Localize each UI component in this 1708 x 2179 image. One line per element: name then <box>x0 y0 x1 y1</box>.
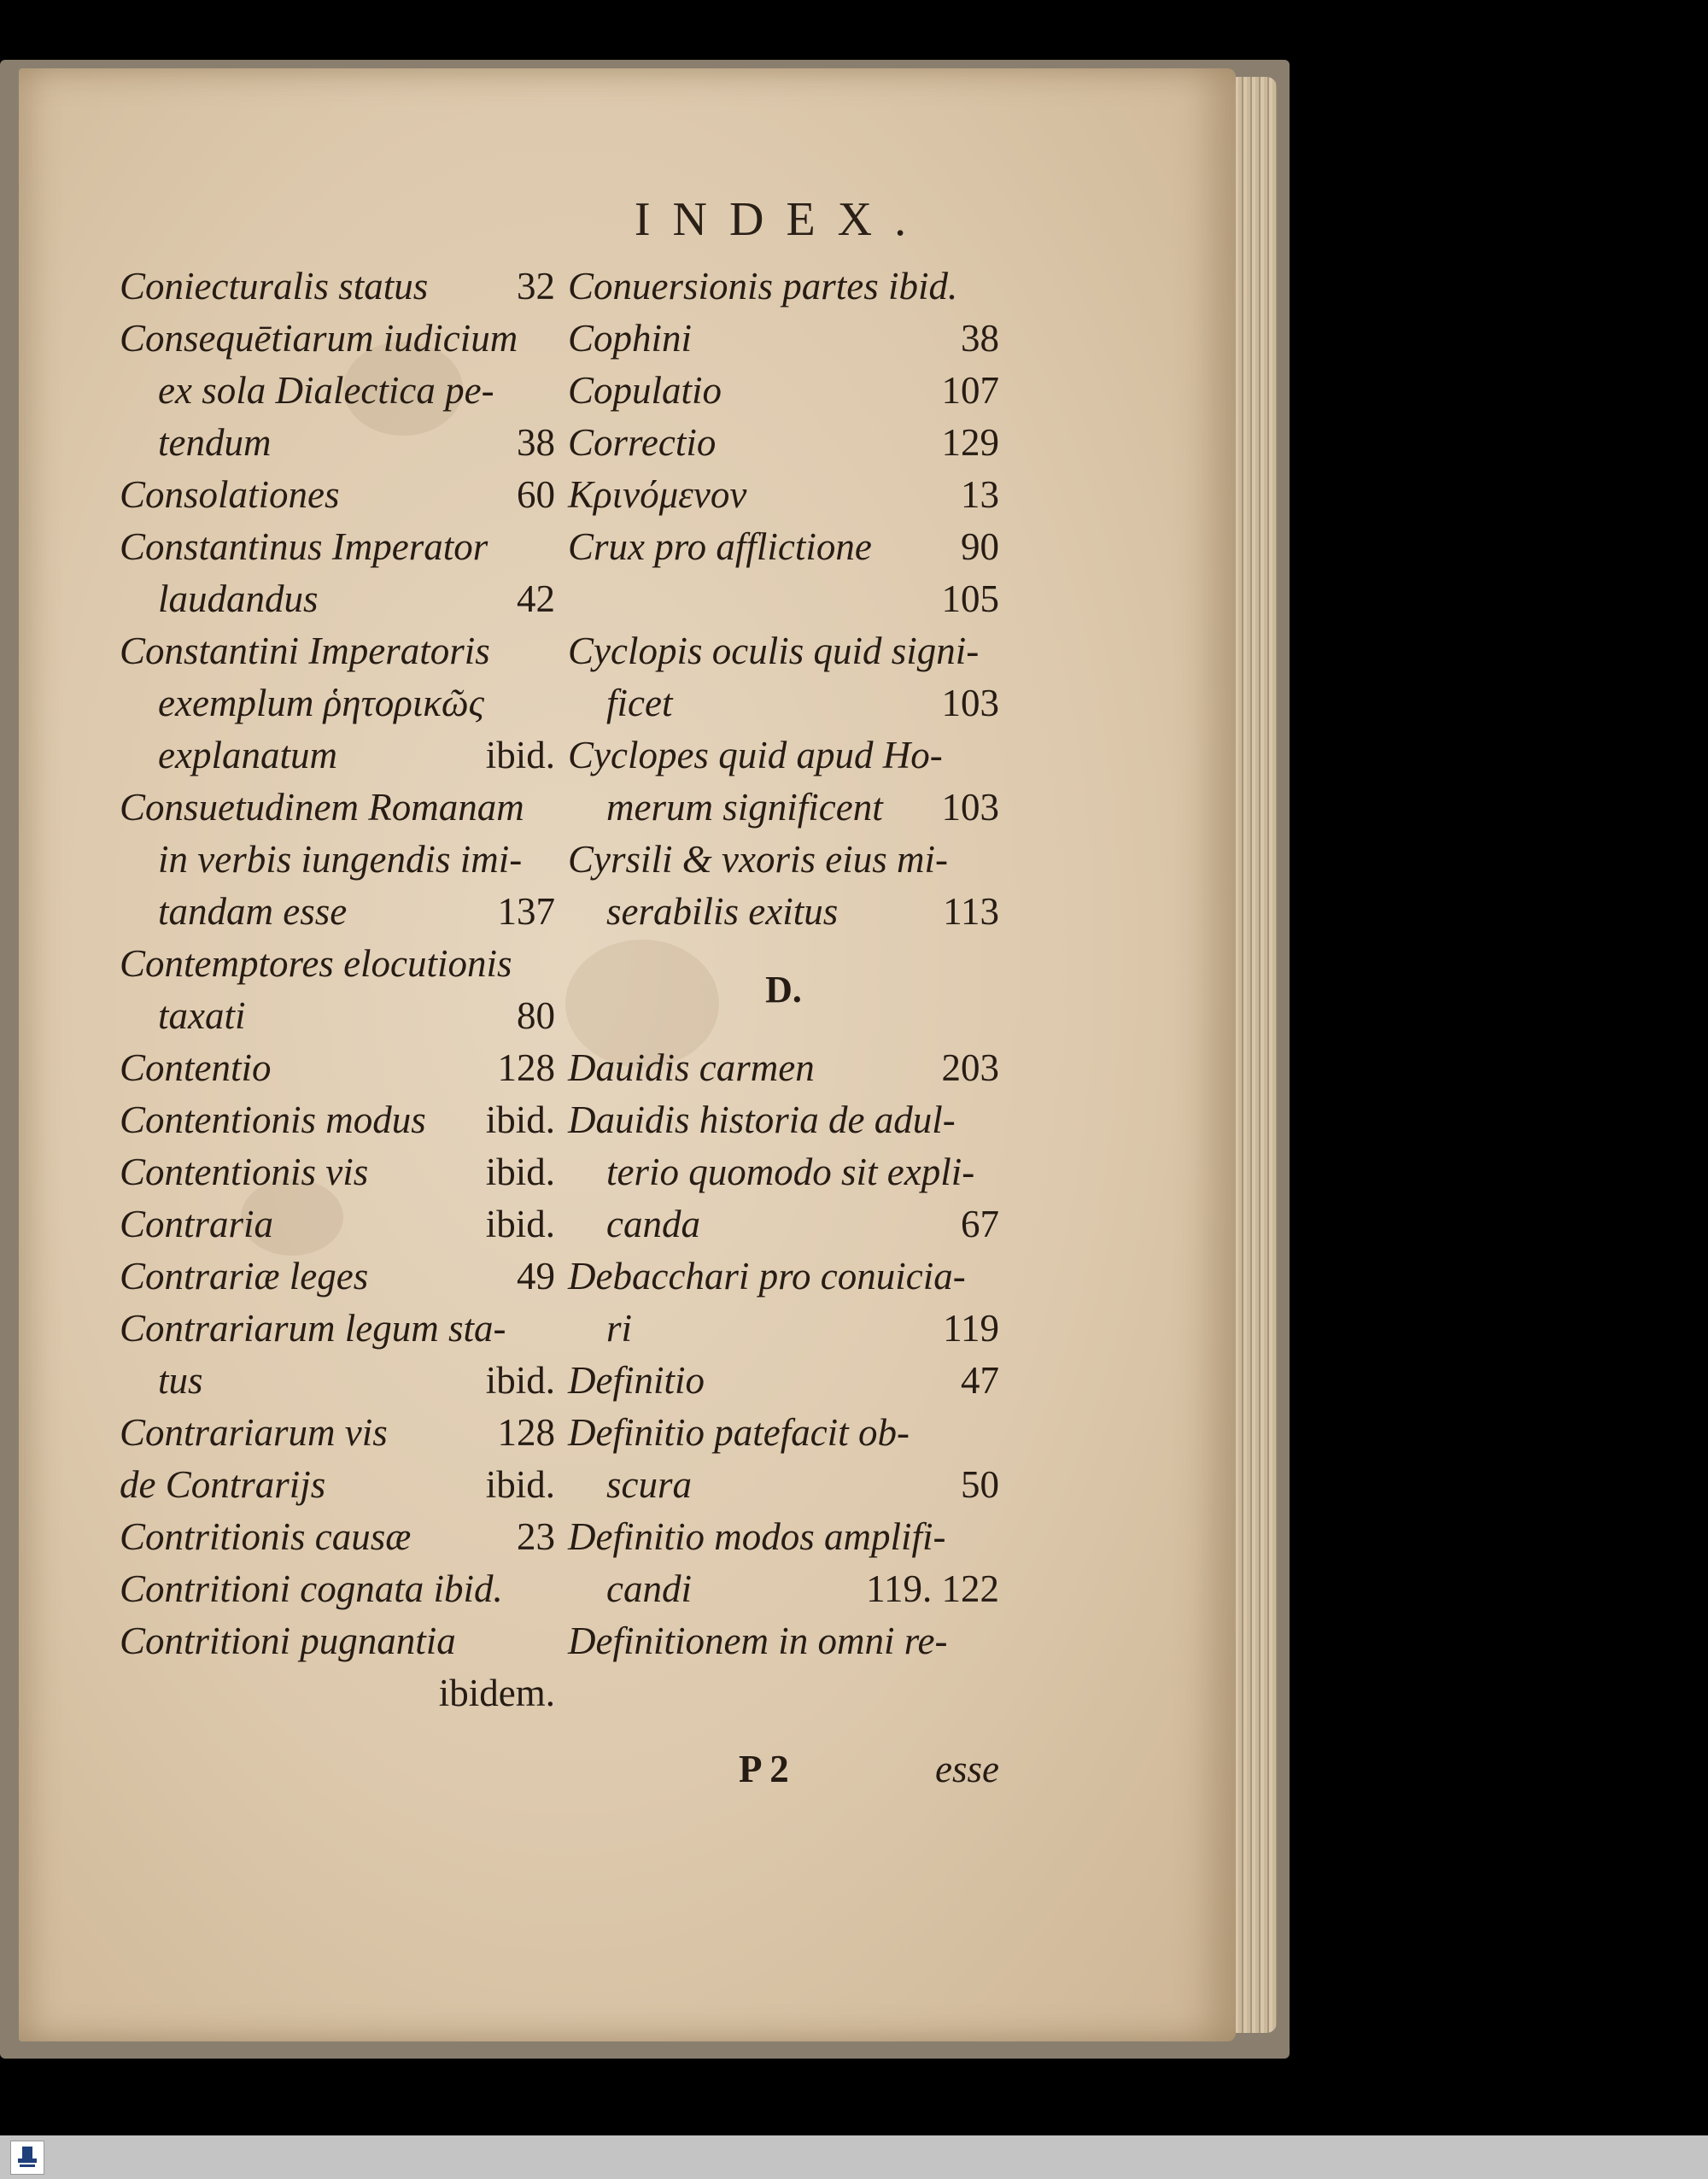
index-entry <box>120 1146 555 1198</box>
entry-page-number: 80 <box>517 994 555 1037</box>
entry-text: Coniecturalis status <box>120 265 429 308</box>
entry-text: Consolationes <box>120 473 340 516</box>
entry-page-number: 119 <box>943 1307 999 1350</box>
index-entry <box>120 573 555 625</box>
entry-page-number: 13 <box>961 473 999 516</box>
entry-text: Consuetudinem Romanam <box>120 786 524 829</box>
entry-page-number: ibid. <box>485 1151 555 1193</box>
index-entry <box>568 521 999 573</box>
entry-text: Contritioni pugnantia <box>120 1620 456 1662</box>
index-entry <box>120 729 555 782</box>
entry-page-number: 50 <box>961 1463 999 1506</box>
index-entry <box>120 938 555 990</box>
entry-text: Debacchari pro conuicia- <box>568 1255 966 1297</box>
entry-page-number: 32 <box>517 265 555 308</box>
index-entry <box>568 1146 999 1198</box>
entry-text: Cyrsili & vxoris eius mi- <box>568 838 948 881</box>
index-entry <box>568 1355 999 1407</box>
index-entry <box>120 1459 555 1511</box>
entry-text: tus <box>158 1359 203 1402</box>
entry-text: Cyclopes quid apud Ho- <box>568 734 943 776</box>
index-entry <box>568 417 999 469</box>
entry-text: Definitionem in omni re- <box>568 1620 948 1662</box>
entry-text: scura <box>606 1463 692 1506</box>
entry-text: tendum <box>158 421 272 464</box>
entry-text: explanatum <box>158 734 337 776</box>
index-entry <box>120 313 555 365</box>
entry-page-number: 128 <box>497 1046 555 1089</box>
index-entry <box>568 886 999 938</box>
entry-page-number: 129 <box>941 421 999 464</box>
entry-page-number: 103 <box>941 682 999 724</box>
index-entries-d <box>568 1042 999 1667</box>
entry-text: exemplum ῥητορικῶς <box>158 682 484 724</box>
entry-text: laudandus <box>158 577 319 620</box>
index-entry <box>568 1251 999 1303</box>
index-entry <box>120 521 555 573</box>
index-entry <box>120 1094 555 1146</box>
index-entry <box>568 1511 999 1563</box>
entry-page-number: 60 <box>517 473 555 516</box>
index-entry <box>568 313 999 365</box>
entry-page-number: 90 <box>961 525 999 568</box>
entry-text: tandam esse <box>158 890 348 933</box>
entry-page-number: 137 <box>497 890 555 933</box>
index-entry <box>568 573 999 625</box>
entry-text: Conuersionis partes ibid. <box>568 265 958 308</box>
entry-page-number: 105 <box>941 577 999 620</box>
index-entries-c <box>568 261 999 938</box>
entry-page-number: ibid. <box>485 1203 555 1245</box>
entry-text: serabilis exitus <box>606 890 839 933</box>
index-entry <box>120 886 555 938</box>
entry-text: ri <box>606 1307 633 1350</box>
index-entry <box>568 625 999 677</box>
entry-text: Correctio <box>568 421 717 464</box>
entry-text: Contentionis vis <box>120 1151 369 1193</box>
index-entry <box>120 1511 555 1563</box>
entry-text: Crux pro afflictione <box>568 525 872 568</box>
entry-page-number: 103 <box>941 786 999 829</box>
entry-text: Contemptores elocutionis <box>120 942 512 985</box>
signature-line <box>568 1747 999 1799</box>
entry-page-number: 203 <box>941 1046 999 1089</box>
entry-page-number: 38 <box>961 317 999 360</box>
index-entry <box>568 261 999 313</box>
index-entry <box>120 677 555 729</box>
viewer-footer-bar <box>0 2135 1708 2179</box>
index-entry <box>120 365 555 417</box>
entry-page-number: 38 <box>517 421 555 464</box>
index-entry <box>568 365 999 417</box>
entry-page-number: ibid. <box>485 1463 555 1506</box>
index-entry <box>120 834 555 886</box>
index-entry <box>120 469 555 521</box>
index-entry <box>568 729 999 782</box>
entry-text: Constantinus Imperator <box>120 525 488 568</box>
entry-text: taxati <box>158 994 246 1037</box>
entry-text: merum significent <box>606 786 883 829</box>
entry-text: Cophini <box>568 317 693 360</box>
entry-text: Contraria <box>120 1203 274 1245</box>
index-entry <box>568 1198 999 1251</box>
entry-text: Definitio modos amplifi- <box>568 1515 946 1558</box>
entry-page-number: 119. 122 <box>866 1567 999 1610</box>
entry-text: in verbis iungendis imi- <box>158 838 523 881</box>
entry-text: Consequētiarum iudicium <box>120 317 518 360</box>
entry-text: Contrariæ leges <box>120 1255 369 1297</box>
index-entry <box>120 417 555 469</box>
index-entry <box>120 990 555 1042</box>
index-entry <box>568 1407 999 1459</box>
entry-page-number: ibid. <box>485 734 555 776</box>
entry-text: de Contrarijs <box>120 1463 326 1506</box>
index-entry <box>120 261 555 313</box>
index-entry <box>120 1251 555 1303</box>
entry-page-number: ibidem. <box>438 1672 555 1714</box>
index-column-right <box>568 261 999 1667</box>
catchword: esse <box>935 1748 999 1790</box>
index-entry <box>568 1615 999 1667</box>
index-column-left <box>120 261 555 1719</box>
index-entry <box>568 1303 999 1355</box>
entry-page-number: 67 <box>961 1203 999 1245</box>
library-logo-icon <box>10 2141 44 2175</box>
entry-text: ex sola Dialectica pe- <box>158 369 494 412</box>
index-entry <box>120 1355 555 1407</box>
index-entry <box>568 782 999 834</box>
entry-text: Definitio patefacit ob- <box>568 1411 910 1454</box>
entry-text: Copulatio <box>568 369 722 412</box>
entry-text: Constantini Imperatoris <box>120 630 490 672</box>
section-letter-heading: D. <box>765 969 802 1010</box>
entry-text: Κρινόμενον <box>568 473 747 516</box>
index-entry <box>120 1667 555 1719</box>
entry-page-number: 47 <box>961 1359 999 1402</box>
entry-page-number: 113 <box>943 890 999 933</box>
entry-page-number: ibid. <box>485 1359 555 1402</box>
index-entry <box>568 1459 999 1511</box>
entry-text: ficet <box>606 682 673 724</box>
index-entry <box>568 834 999 886</box>
running-title: INDEX. <box>634 193 929 246</box>
index-entry <box>120 1303 555 1355</box>
entry-page-number: 42 <box>517 577 555 620</box>
index-entry <box>568 1042 999 1094</box>
entry-text: Cyclopis oculis quid signi- <box>568 630 980 672</box>
entry-text: Definitio <box>568 1359 705 1402</box>
index-entry <box>120 1563 555 1615</box>
entry-text: Contentionis modus <box>120 1098 426 1141</box>
entry-text: candi <box>606 1567 692 1610</box>
entry-page-number: 23 <box>517 1515 555 1558</box>
entry-page-number: 128 <box>497 1411 555 1454</box>
signature-mark: P 2 <box>739 1748 789 1790</box>
entry-text: Dauidis historia de adul- <box>568 1098 956 1141</box>
entry-page-number: 107 <box>941 369 999 412</box>
entry-text: terio quomodo sit expli- <box>606 1151 975 1193</box>
index-entry <box>120 1407 555 1459</box>
entry-page-number: ibid. <box>485 1098 555 1141</box>
entry-text: Contritionis causæ <box>120 1515 412 1558</box>
index-entry <box>568 1563 999 1615</box>
index-entry <box>568 469 999 521</box>
index-entry <box>568 1094 999 1146</box>
entry-text: canda <box>606 1203 700 1245</box>
entry-text: Contritioni cognata ibid. <box>120 1567 503 1610</box>
entry-text: Contrariarum legum sta- <box>120 1307 506 1350</box>
index-entry <box>120 782 555 834</box>
index-entry <box>568 677 999 729</box>
index-entry <box>120 1042 555 1094</box>
entry-text: Dauidis carmen <box>568 1046 815 1089</box>
entry-page-number: 49 <box>517 1255 555 1297</box>
entry-text: Contrariarum vis <box>120 1411 388 1454</box>
index-entry <box>120 1198 555 1251</box>
entry-text: Contentio <box>120 1046 272 1089</box>
index-entry <box>120 1615 555 1667</box>
index-entry <box>120 625 555 677</box>
